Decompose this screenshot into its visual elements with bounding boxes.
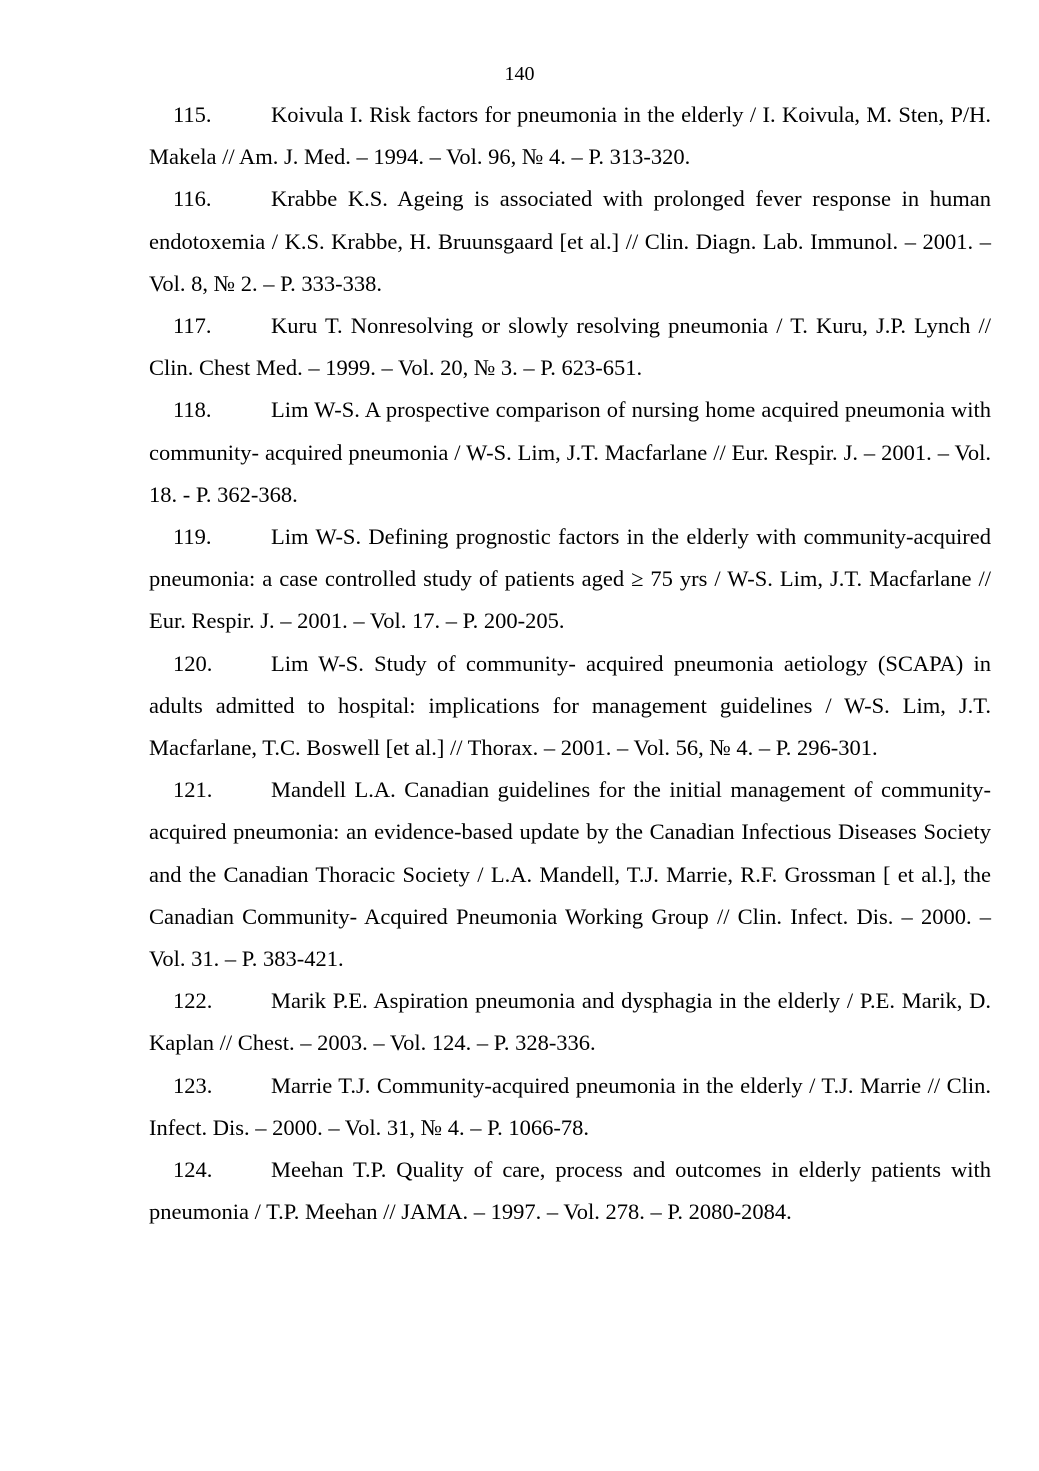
reference-text: Marik P.E. Aspiration pneumonia and dysphagia in the elderly / P.E. Marik, D. Kaplan // Chest. – 2003. – Vol. 124. – P. 328-336.: [149, 988, 991, 1056]
reference-entry: [149, 643, 991, 770]
reference-entry: [149, 516, 991, 643]
reference-text: Mandell L.A. Canadian guidelines for the initial management of community- acquired pneumonia: an evidence-based update by the Canadian Infectious Diseases Society and the Canadian Thoracic Society / L.A. Mandell, T.J. Marrie, R.F. Grossman [ et al.], the Canadian Community- Acquired Pneumonia Working Group // Clin. Infect. Dis. – 2000. – Vol. 31. – P. 383-421.: [149, 777, 991, 972]
reference-entry: [149, 389, 991, 516]
reference-number: 124.: [173, 1157, 213, 1183]
reference-entry: [149, 980, 991, 1064]
reference-entry: [149, 1149, 991, 1233]
reference-text: Lim W-S. A prospective comparison of nursing home acquired pneumonia with community- acquired pneumonia / W-S. Lim, J.T. Macfarlane // Eur. Respir. J. – 2001. – Vol. 18. - P. 362-368.: [149, 397, 991, 507]
reference-entry: [149, 178, 991, 305]
reference-entry: [149, 769, 991, 980]
reference-entry: [149, 305, 991, 389]
reference-list: [149, 94, 991, 1233]
reference-entry: [149, 94, 991, 178]
reference-number: 122.: [173, 988, 213, 1014]
reference-number: 117.: [173, 313, 212, 339]
reference-number: 118.: [173, 397, 212, 423]
reference-text: Krabbe K.S. Ageing is associated with prolonged fever response in human endotoxemia / K.S. Krabbe, H. Bruunsgaard [et al.] // Clin. Diagn. Lab. Immunol. – 2001. – Vol. 8, № 2. – P. 333-338.: [149, 186, 991, 296]
reference-text: Meehan T.P. Quality of care, process and outcomes in elderly patients with pneumonia / T.P. Meehan // JAMA. – 1997. – Vol. 278. – P. 2080-2084.: [149, 1157, 991, 1225]
reference-number: 119.: [173, 524, 212, 550]
reference-number: 116.: [173, 186, 212, 212]
reference-text: Koivula I. Risk factors for pneumonia in the elderly / I. Koivula, M. Sten, P/H. Makela // Am. J. Med. – 1994. – Vol. 96, № 4. – P. 313-320.: [149, 102, 991, 170]
reference-number: 123.: [173, 1072, 213, 1098]
page-number: 140: [504, 63, 535, 85]
reference-number: 121.: [173, 777, 213, 803]
reference-number: 120.: [173, 650, 213, 676]
reference-text: Kuru T. Nonresolving or slowly resolving pneumonia / T. Kuru, J.P. Lynch // Clin. Chest Med. – 1999. – Vol. 20, № 3. – P. 623-651.: [149, 313, 991, 381]
reference-text: Marrie T.J. Community-acquired pneumonia in the elderly / T.J. Marrie // Clin. Infect. Dis. – 2000. – Vol. 31, № 4. – P. 1066-78.: [149, 1072, 991, 1140]
reference-text: Lim W-S. Study of community- acquired pneumonia aetiology (SCAPA) in adults admitted to hospital: implications for management guidelines / W-S. Lim, J.T. Macfarlane, T.C. Boswell [et al.] // Thorax. – 2001. – Vol. 56, № 4. – P. 296-301.: [149, 650, 991, 761]
reference-text: Lim W-S. Defining prognostic factors in the elderly with community-acquired pneumonia: a case controlled study of patients aged ≥ 75 yrs / W-S. Lim, J.T. Macfarlane // Eur. Respir. J. – 2001. – Vol. 17. – P. 200-205.: [149, 524, 991, 634]
reference-entry: [149, 1065, 991, 1149]
reference-number: 115.: [173, 102, 212, 127]
